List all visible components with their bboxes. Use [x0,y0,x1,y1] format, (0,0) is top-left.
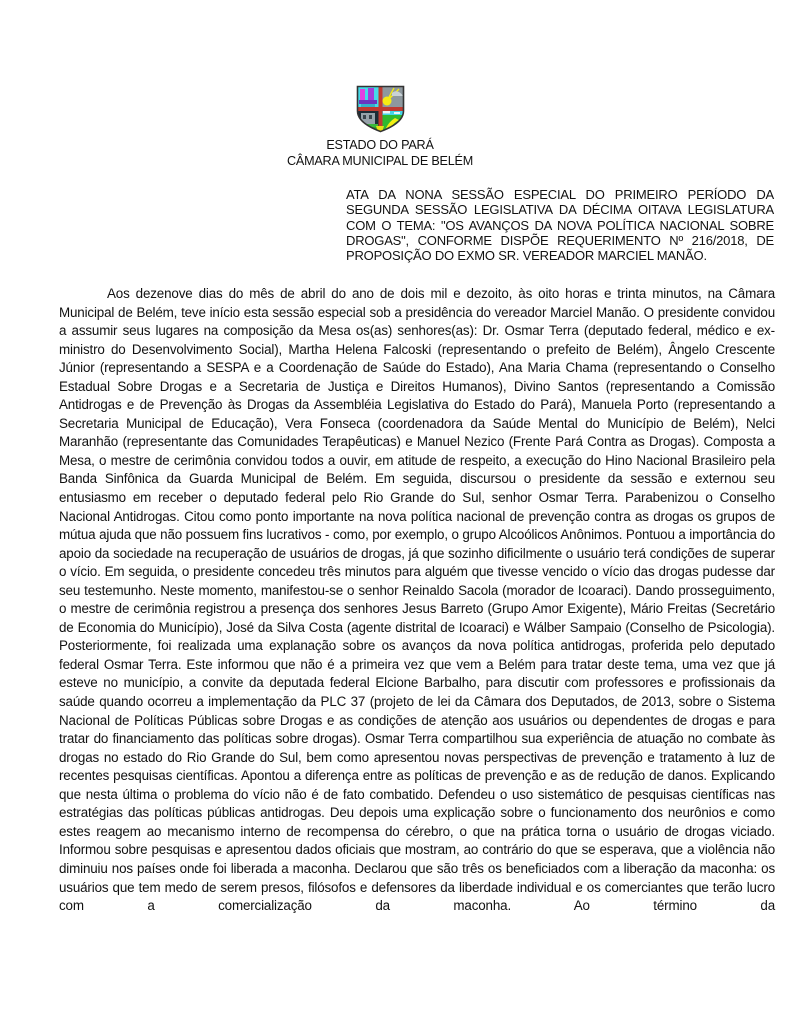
document-header [0,85,760,169]
coat-of-arms-icon [356,85,405,133]
emblem-container [0,85,760,135]
institution-name: CÂMARA MUNICIPAL DE BELÉM [286,154,474,168]
body-paragraph: Aos dezenove dias do mês de abril do ano de dois mil e dezoito, às oito horas e trinta minutos, na Câmara Municipal de Belém, teve início esta sessão especial sob a presidência do vereador Marciel Manão. O presidente convidou a assumir seus lugares na composição da Mesa os(as) senhores(as): Dr. Osmar Terra (deputado federal, médico e ex-ministro do Desenvolvimento Social), Martha Helena Falcoski (representando o prefeito de Belém), Ângelo Crescente Júnior (representando a SESPA e a Coordenação de Saúde do Estado), Ana Maria Chama (representando o Conselho Estadual Sobre Drogas e a Secretaria de Justiça e Direitos Humanos), Divino Santos (representando a Comissão Antidrogas e de Prevenção às Drogas da Assembléia Legislativa do Estado do Pará), Manuela Porto (representando a Secretaria Municipal de Educação), Vera Fonseca (coordenadora da Saúde Mental do Município de Belém), Nelci Maranhão (representante das Comunidades Terapêuticas) e Manuel Nezico (Frente Pará Contra as Drogas). Composta a Mesa, o mestre de cerimônia convidou todos a ouvir, em atitude de respeito, a execução do Hino Nacional Brasileiro pela Banda Sinfônica da Guarda Municipal de Belém. Em seguida, discursou o presidente da sessão e externou seu entusiasmo em receber o deputado federal pelo Rio Grande do Sul, senhor Osmar Terra. Parabenizou o Conselho Nacional Antidrogas. Citou como ponto importante na nova política nacional de prevenção contra as drogas os grupos de mútua ajuda que não possuem fins lucrativos - como, por exemplo, o grupo Alcoólicos Anônimos. Pontuou a importância do apoio da sociedade na recuperação de usuários de drogas, já que sozinho dificilmente o usuário terá condições de superar o vício. Em seguida, o presidente concedeu três minutos para alguém que tivesse vencido o vício das drogas pudesse dar seu testemunho. Neste momento, manifestou-se o senhor Reinaldo Sacola (morador de Icoaraci). Dando prosseguimento, o mestre de cerimônia registrou a presença dos senhores Jesus Barreto (Grupo Amor Exigente), Mário Freitas (Secretário de Economia do Município), José da Silva Costa (agente distrital de Icoaraci) e Wálber Sampaio (Conselho de Psicologia). Posteriormente, foi realizada uma explanação sobre os avanços da nova política antidrogas, proferida pelo deputado federal Osmar Terra. Este informou que não é a primeira vez que vem a Belém para tratar deste tema, uma vez que já esteve no município, a convite da deputada federal Elcione Barbalho, para discutir com professores e profissionais da saúde quando ocorreu a implementação da PLC 37 (projeto de lei da Câmara dos Deputados, de 2013, sobre o Sistema Nacional de Políticas Públicas sobre Drogas e as condições de atenção aos usuários ou dependentes de drogas e para tratar do financiamento das políticas sobre drogas). Osmar Terra compartilhou sua experiência de atuação no combate às drogas no estado do Rio Grande do Sul, bem como apresentou novas perspectivas de prevenção e tratamento à luz de recentes pesquisas científicas. Apontou a diferença entre as políticas de prevenção e as de redução de danos. Explicando que nesta última o problema do vício não é de fato combatido. Defendeu o uso sistemático de pesquisas científicas nas estratégias das políticas públicas antidrogas. Deu depois uma explicação sobre o funcionamento dos neurônios e como estes reagem ao mecanismo interno de recompensa do cérebro, o que na prática torna o usuário de drogas viciado. Informou sobre pesquisas e apresentou dados oficiais que mostram, ao contrário do que se esperava, que a violência não diminuiu nos países onde foi liberada a maconha. Declarou que são três os beneficiados com a liberação da maconha: os usuários que tem medo de serem presos, filósofos e defensores da liberdade individual e os comerciantes que terão lucro com a comercialização da maconha. Ao término da [59,286,775,914]
session-title: ATA DA NONA SESSÃO ESPECIAL DO PRIMEIRO PERÍODO DA SEGUNDA SESSÃO LEGISLATIVA DA DÉCIMA OITAVA LEGISLATURA COM O TEMA: "OS AVANÇOS DA NOVA POLÍTICA NACIONAL SOBRE DROGAS", CONFORME DISPÕE REQUERIMENTO Nº 216/2018, DE PROPOSIÇÃO DO EXMO SR. VEREADOR MARCIEL MANÃO. [346,187,774,264]
state-name: ESTADO DO PARÁ [326,138,434,152]
